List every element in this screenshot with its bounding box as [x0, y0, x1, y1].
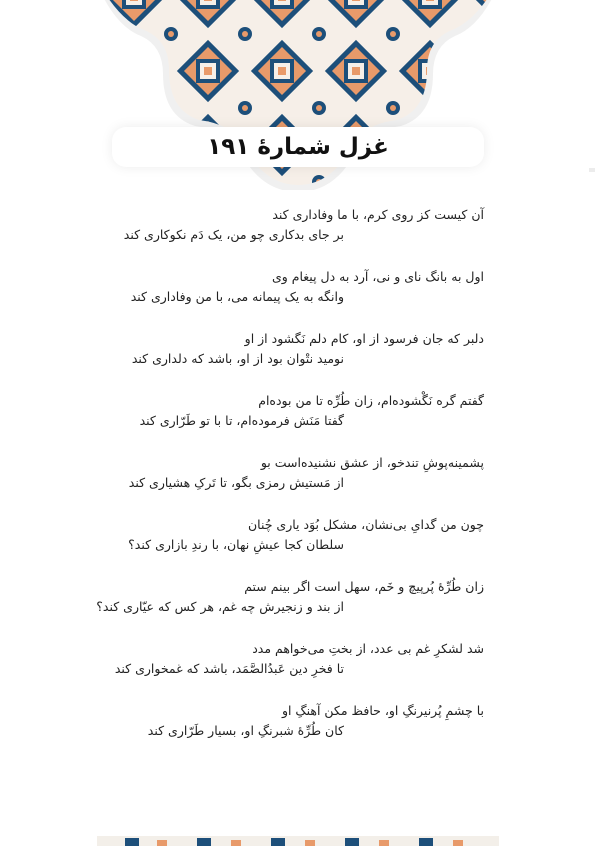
couplet — [112, 269, 484, 331]
verse-line-first: دلبر که جان فرسود از او، کام دلم نَگشود از او — [244, 331, 484, 346]
couplet — [112, 641, 484, 703]
verse-line-first: زان طُرِّهٔ پُرپیچ و خَم، سهل است اگر بینم ستم — [244, 579, 484, 594]
couplet — [112, 455, 484, 517]
edge-shadow — [589, 168, 595, 172]
verse-line-second: تا فخرِ دین عَبدُالصَّمَد، باشد که غمخواری کند — [114, 661, 344, 676]
verse-line-second: از بند و زنجیرش چه غم، هر کس که عیّاری کند؟ — [96, 599, 344, 614]
verse-line-first: چون من گدایِ بی‌نشان، مشکل بُوَد یاری چُنان — [247, 517, 484, 532]
verse-line-first: با چشمِ پُرنیرنگِ او، حافظ مکن آهنگِ او — [281, 703, 484, 718]
couplet — [96, 579, 484, 641]
verse-line-first: اول به بانگ نای و نی، آرد به دل پیغام وی — [271, 269, 484, 284]
couplet — [112, 331, 484, 393]
verse-line-first: آن کیست کز روی کرم، با ما وفاداری کند — [272, 207, 484, 222]
verse-line-second: نومید نتْوان بود از او، باشد که دلداری کند — [131, 351, 344, 366]
verse-line-second: کان طُرِّهٔ شبرنگِ او، بسیار طَرّاری کند — [147, 723, 344, 738]
footer-ornament — [97, 832, 499, 846]
verse-line-first: گفتم گره نَگْشوده‌ام، زان طُرِّه تا من بوده‌ام — [258, 393, 484, 408]
verse-line-second: سلطان کجا عیشِ نهان، با رندِ بازاری کند؟ — [128, 537, 344, 552]
poem-title: غزل شمارهٔ ۱۹۱ — [207, 134, 389, 160]
poem-body — [96, 207, 484, 765]
verse-line-first: پشمینه‌پوشِ تندخو، از عشق نشنیده‌است بو — [260, 455, 484, 470]
verse-line-second: از مَستیش رمزی بگو، تا تَرکِ هشیاری کند — [128, 475, 344, 490]
couplet — [112, 517, 484, 579]
verse-line-second: بر جای بدکاری چو من، یک دَم نکوکاری کند — [123, 227, 344, 242]
couplet — [112, 393, 484, 455]
verse-line-second: وانگه به یک پیمانه می، با من وفاداری کند — [130, 289, 344, 304]
verse-line-second: گفتا مَنَش فرموده‌ام، تا با تو طَرّاری کند — [139, 413, 344, 428]
verse-line-first: شد لشکرِ غم بی عدد، از بختِ می‌خواهم مدد — [252, 641, 484, 656]
couplet — [112, 207, 484, 269]
couplet — [112, 703, 484, 765]
